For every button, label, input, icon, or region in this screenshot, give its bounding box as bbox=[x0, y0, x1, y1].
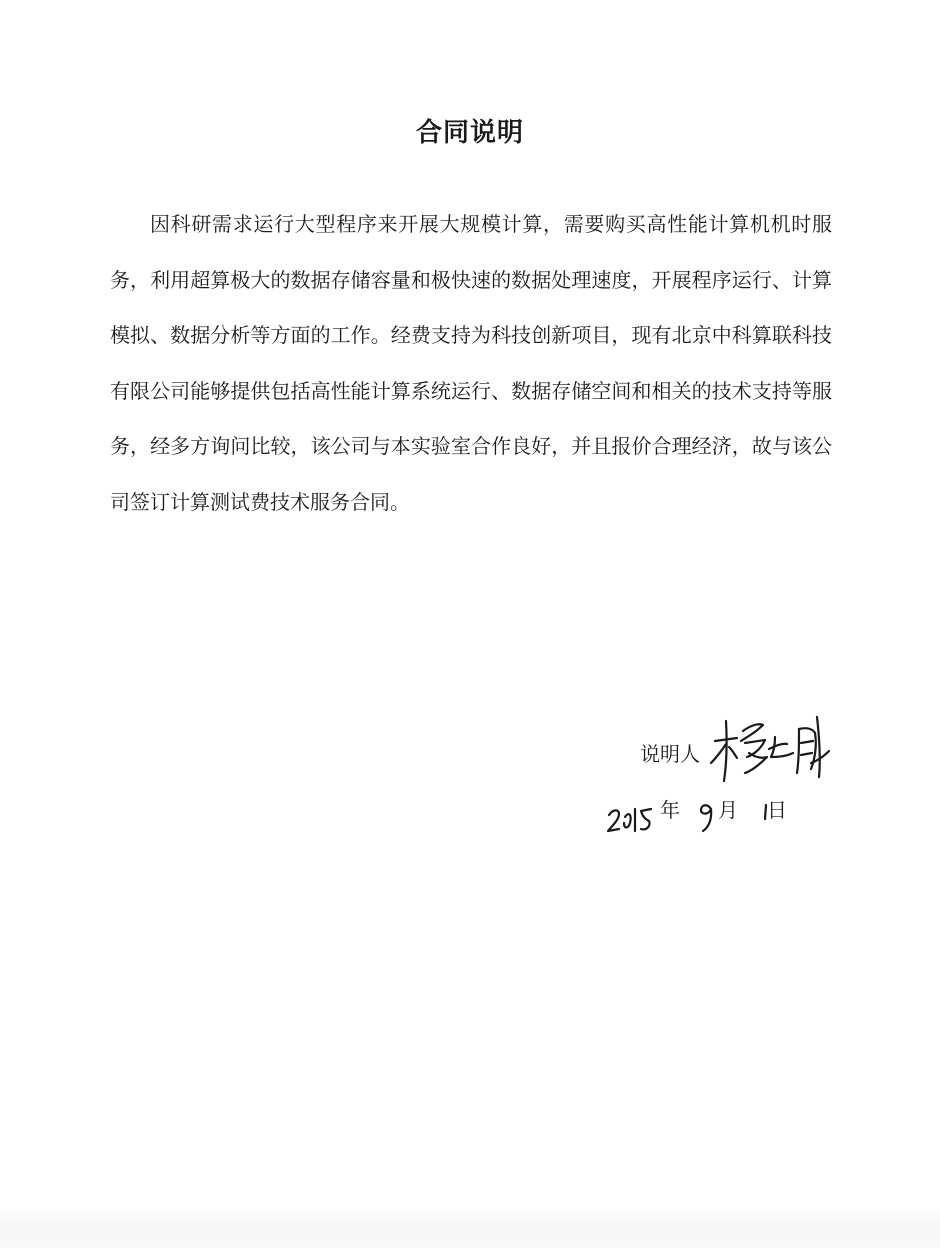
handwritten-year bbox=[605, 795, 657, 835]
handwritten-month bbox=[697, 799, 719, 833]
month-unit: 月 bbox=[718, 798, 738, 822]
signature-date bbox=[605, 793, 805, 843]
day-unit: 日 bbox=[767, 798, 787, 822]
handwritten-signature bbox=[707, 711, 833, 786]
signature-block bbox=[640, 711, 870, 791]
signer-label: 说明人 bbox=[640, 742, 700, 766]
document-body-paragraph: 因科研需求运行大型程序来开展大规模计算，需要购买高性能计算机机时服务，利用超算极大的数据存储容量和极快速的数据处理速度，开展程序运行、计算模拟、数据分析等方面的工作。经费支持为科技创新项目，现有北京中科算联科技有限公司能够提供包括高性能计算系统运行、数据存储空间和相关的技术支持等服务，经多方询问比较，该公司与本实验室合作良好，并且报价合理经济，故与该公司签订计算测试费技术服务合同。 bbox=[110, 212, 832, 514]
document-title: 合同说明 bbox=[415, 118, 524, 148]
year-unit: 年 bbox=[660, 798, 680, 822]
